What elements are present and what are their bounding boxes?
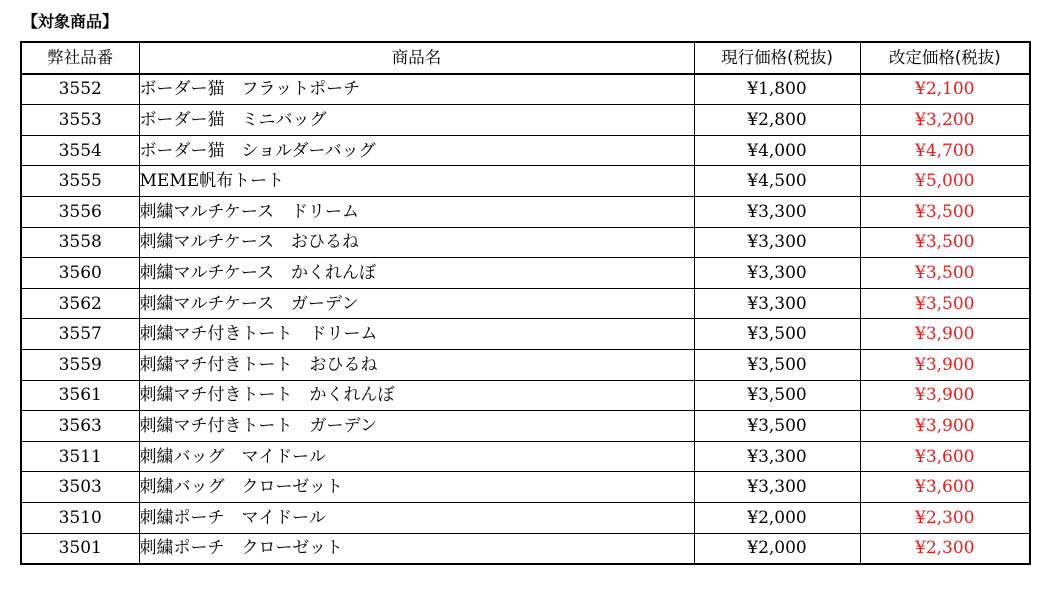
new-price-value: ¥3,900 [915,385,975,406]
new-price-value: ¥3,500 [915,232,975,253]
current-price-cell: ¥3,500 [694,380,860,411]
new-price-cell [860,74,1030,105]
product-number-cell: 3555 [21,166,139,197]
product-name-cell: ボーダー猫 ショルダーバッグ [139,135,694,166]
new-price-cell [860,441,1030,472]
new-price-cell [860,135,1030,166]
table-header-row [21,42,1030,74]
new-price-cell [860,258,1030,289]
new-price-value: ¥2,100 [915,79,975,100]
current-price-cell: ¥3,500 [694,319,860,350]
product-name-cell: 刺繍マルチケース かくれんぼ [139,258,694,289]
product-name-cell: 刺繍バッグ クローゼット [139,472,694,503]
new-price-value: ¥3,900 [915,354,975,375]
table-body [21,74,1030,565]
product-name-cell: 刺繍マチ付きトート かくれんぼ [139,380,694,411]
new-price-cell [860,349,1030,380]
new-price-value: ¥3,500 [915,262,975,283]
current-price-cell: ¥3,300 [694,441,860,472]
header-product-number: 弊社品番 [21,42,139,74]
new-price-cell [860,227,1030,258]
new-price-cell [860,319,1030,350]
product-name-cell: 刺繍バッグ マイドール [139,441,694,472]
table-row [21,502,1030,533]
new-price-cell [860,472,1030,503]
table-row [21,441,1030,472]
header-current-price: 現行価格(税抜) [694,42,860,74]
table-row [21,380,1030,411]
new-price-value: ¥2,300 [915,538,975,559]
new-price-value: ¥4,700 [915,140,975,161]
new-price-value: ¥3,900 [915,324,975,345]
price-revision-table [20,41,1031,565]
product-number-cell: 3511 [21,441,139,472]
product-name-cell: 刺繍マルチケース ドリーム [139,196,694,227]
product-name-cell: ボーダー猫 フラットポーチ [139,74,694,105]
product-number-cell: 3557 [21,319,139,350]
new-price-value: ¥5,000 [915,171,975,192]
product-name-cell: 刺繍マチ付きトート ガーデン [139,411,694,442]
table-row [21,196,1030,227]
product-name-cell: 刺繍ポーチ マイドール [139,502,694,533]
new-price-cell [860,166,1030,197]
product-number-cell: 3561 [21,380,139,411]
header-product-name: 商品名 [139,42,694,74]
current-price-cell: ¥3,500 [694,411,860,442]
new-price-value: ¥3,500 [915,201,975,222]
table-row [21,105,1030,136]
current-price-cell: ¥2,000 [694,502,860,533]
current-price-cell: ¥3,500 [694,349,860,380]
new-price-value: ¥3,600 [915,446,975,467]
product-number-cell: 3510 [21,502,139,533]
product-name-cell: 刺繍マチ付きトート ドリーム [139,319,694,350]
new-price-value: ¥3,900 [915,415,975,436]
new-price-cell [860,288,1030,319]
table-row [21,411,1030,442]
header-new-price: 改定価格(税抜) [860,42,1030,74]
current-price-cell: ¥3,300 [694,288,860,319]
new-price-value: ¥3,600 [915,477,975,498]
current-price-cell: ¥2,000 [694,533,860,564]
new-price-value: ¥3,500 [915,293,975,314]
current-price-cell: ¥3,300 [694,227,860,258]
current-price-cell: ¥1,800 [694,74,860,105]
product-number-cell: 3503 [21,472,139,503]
product-name-cell: 刺繍マルチケース ガーデン [139,288,694,319]
new-price-cell [860,380,1030,411]
product-name-cell: MEME帆布トート [139,166,694,197]
product-name-cell: 刺繍マチ付きトート おひるね [139,349,694,380]
table-row [21,349,1030,380]
product-name-cell: 刺繍ポーチ クローゼット [139,533,694,564]
product-number-cell: 3560 [21,258,139,289]
new-price-cell [860,196,1030,227]
table-row [21,74,1030,105]
product-name-cell: ボーダー猫 ミニバッグ [139,105,694,136]
current-price-cell: ¥3,300 [694,258,860,289]
product-number-cell: 3556 [21,196,139,227]
table-row [21,135,1030,166]
table-row [21,472,1030,503]
current-price-cell: ¥3,300 [694,472,860,503]
product-number-cell: 3501 [21,533,139,564]
table-row [21,319,1030,350]
current-price-cell: ¥2,800 [694,105,860,136]
new-price-value: ¥2,300 [915,507,975,528]
new-price-cell [860,502,1030,533]
current-price-cell: ¥3,300 [694,196,860,227]
current-price-cell: ¥4,500 [694,166,860,197]
table-row [21,533,1030,564]
table-row [21,258,1030,289]
product-number-cell: 3558 [21,227,139,258]
product-number-cell: 3554 [21,135,139,166]
table-row [21,288,1030,319]
new-price-cell [860,533,1030,564]
section-title: 【対象商品】 [22,12,119,31]
new-price-value: ¥3,200 [915,109,975,130]
product-number-cell: 3552 [21,74,139,105]
product-name-cell: 刺繍マルチケース おひるね [139,227,694,258]
product-number-cell: 3562 [21,288,139,319]
product-number-cell: 3553 [21,105,139,136]
new-price-cell [860,411,1030,442]
new-price-cell [860,105,1030,136]
table-row [21,227,1030,258]
current-price-cell: ¥4,000 [694,135,860,166]
product-number-cell: 3559 [21,349,139,380]
table-row [21,166,1030,197]
product-number-cell: 3563 [21,411,139,442]
